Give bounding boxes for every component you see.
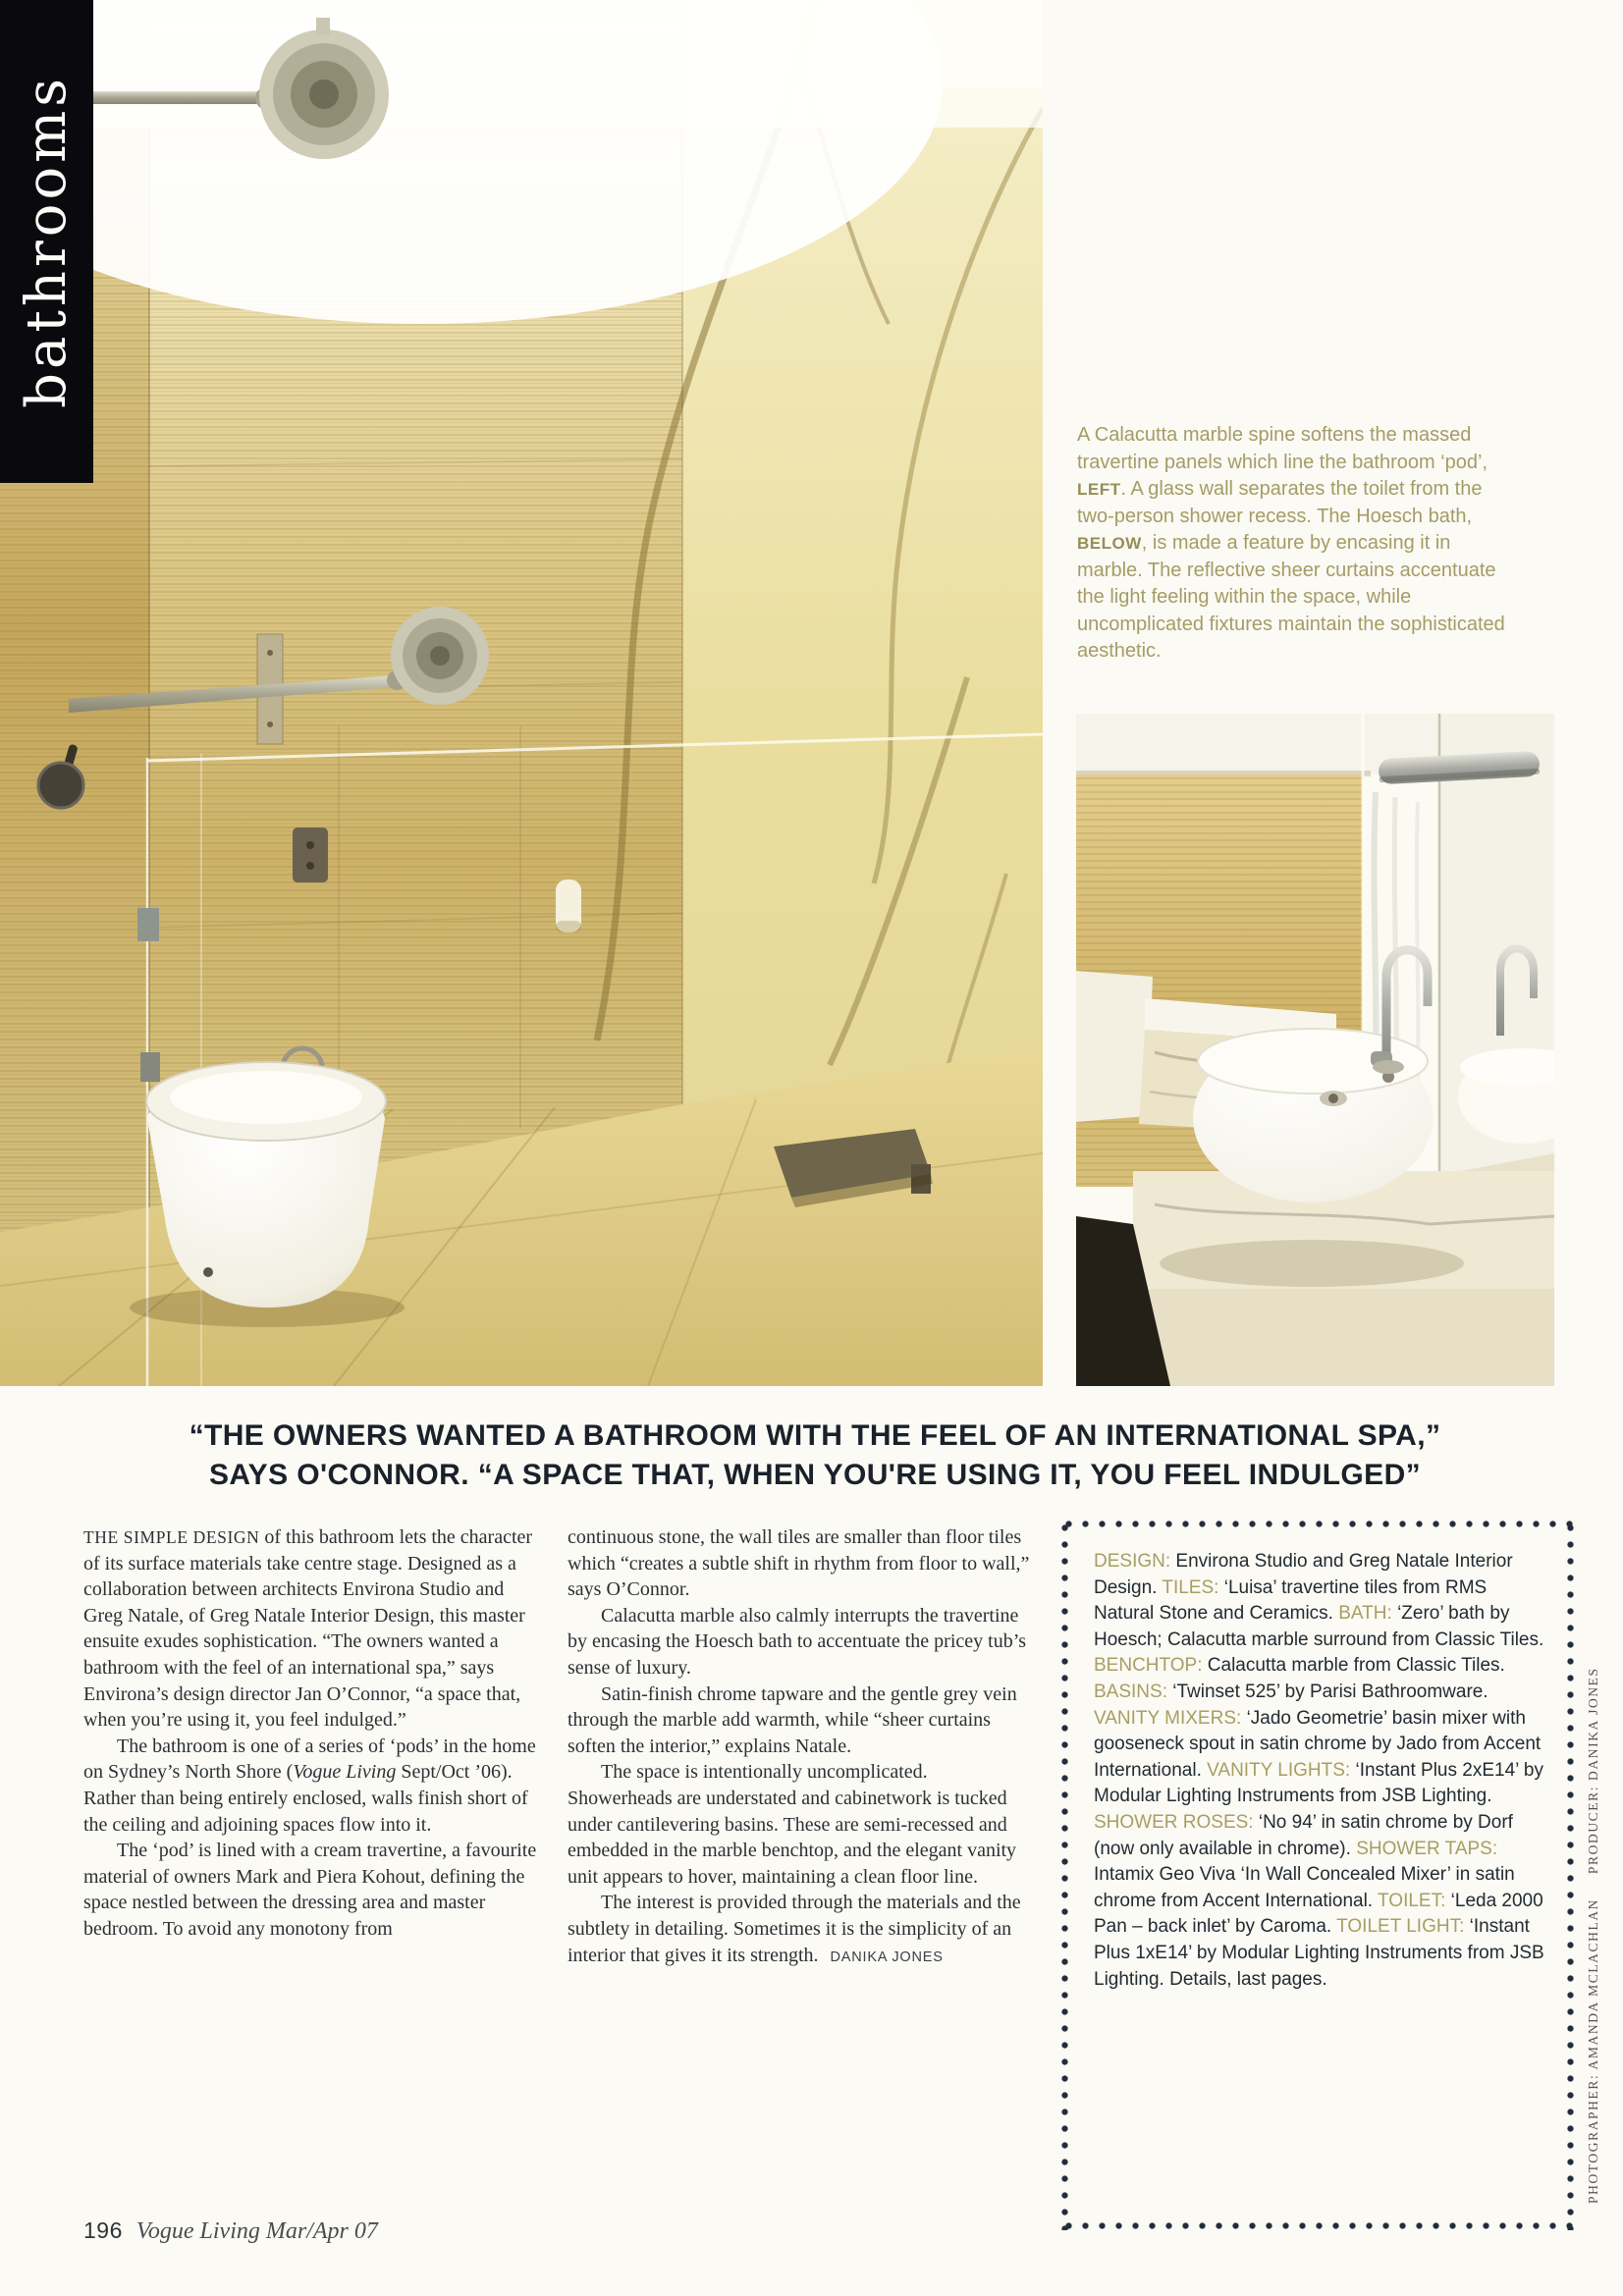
details-text: DESIGN: Environa Studio and Greg Natale Interior Design. TILES: ‘Luisa’ travertine tiles from RMS Natural Stone and Ceramics. BATH: ‘Zero’ bath by Hoesch; Calacutta marble surround from Classic Tiles. BENCHTOP: Calacutta marble from Classic Tiles. BASINS: ‘Twinset 525’ by Parisi Bathroomware. VANITY MIXERS: ‘Jado Geometrie’ basin mixer with gooseneck spout in satin chrome by Jado from Accent International. VANITY LIGHTS: ‘Instant Plus 2xE14’ by Modular Lighting Instruments from JSB Lighting. SHOWER ROSES: ‘No 94’ in satin chrome by Dorf (now only available in chrome). SHOWER TAPS: Intamix Geo Viva ‘In Wall Concealed Mixer’ in satin chrome from Accent International. TOILET: ‘Leda 2000 Pan – back inlet’ by Caroma. TOILET LIGHT: ‘Instant Plus 1xE14’ by Modular Lighting Instruments from JSB Lighting. Details, last pages. bbox=[1094, 1551, 1544, 1990]
basin-drain bbox=[1328, 1094, 1338, 1103]
pull-quote-line-2: SAYS O'CONNOR. “A SPACE THAT, WHEN YOU'RE USING IT, YOU FEEL INDULGED” bbox=[208, 1459, 1422, 1491]
article-paragraph: continuous stone, the wall tiles are smaller than floor tiles which “creates a subtle shift in rhythm from floor to wall,” says O’Connor. bbox=[568, 1526, 1030, 1601]
shower-pod-photo-art bbox=[0, 0, 1043, 1386]
shower-pod-photo bbox=[0, 0, 1043, 1386]
caption-position-label: BELOW bbox=[1077, 534, 1142, 553]
article-paragraph: THE SIMPLE DESIGN of this bathroom lets the character of its surface materials take centre stage. Designed as a collaboration between architects Environa Studio and Greg Natale, of Greg Natale Interior Design, this master ensuite exudes sophistication. “The owners wanted a bathroom with the feel of an international spa,” says Environa’s design director Jan O’Connor, “a space that, when you’re using it, you feel indulged.” bbox=[83, 1526, 533, 1732]
vessel-basin bbox=[1193, 1029, 1433, 1202]
page-number: 196 bbox=[83, 2217, 123, 2243]
caption-position-label: LEFT bbox=[1077, 480, 1121, 499]
section-tab-label: bathrooms bbox=[15, 75, 79, 408]
flush-button-plate bbox=[293, 828, 328, 882]
page-footer bbox=[83, 2217, 378, 2245]
caption-text: A Calacutta marble spine softens the massed travertine panels which line the bathroom ‘pod’, bbox=[1077, 424, 1488, 473]
article-paragraph: Satin-finish chrome tapware and the gentle grey vein through the marble add warmth, while “sheer curtains soften the interior,” explains Natale. bbox=[568, 1682, 1017, 1757]
details-box bbox=[1060, 1520, 1575, 2230]
article-col-1 bbox=[83, 1524, 547, 1943]
glass-hinge bbox=[140, 1052, 160, 1082]
photo-caption bbox=[1077, 422, 1521, 666]
magazine-title: Vogue Living Mar/Apr 07 bbox=[135, 2218, 378, 2244]
article-col-2 bbox=[568, 1524, 1031, 1970]
vanity-photo-art bbox=[1076, 714, 1554, 1386]
vanity-photo bbox=[1076, 714, 1554, 1386]
article-paragraph: Calacutta marble also calmly interrupts the travertine by encasing the Hoesch bath to accentuate the pricey tub’s sense of luxury. bbox=[568, 1604, 1027, 1679]
article-paragraph: The interest is provided through the materials and the subtlety in detailing. Sometimes it is the simplicity of an interior that gives it its strength. DANIKA JONES bbox=[568, 1892, 1021, 1966]
section-tab bbox=[0, 0, 93, 483]
caption-text: , is made a feature by encasing it in marble. The reflective sheer curtains accentuate the light feeling within the space, while uncomplicated fixtures maintain the sophisticated aesthetic. bbox=[1077, 532, 1505, 662]
pull-quote-line-1: “THE OWNERS WANTED A BATHROOM WITH THE FEEL OF AN INTERNATIONAL SPA,” bbox=[189, 1419, 1441, 1452]
photo-credit-vertical: PHOTOGRAPHER: AMANDA MCLACHLAN PRODUCER: DANIKA JONES bbox=[1586, 1667, 1600, 2204]
wall-light-cylinder bbox=[556, 880, 581, 933]
article-paragraph: The space is intentionally uncomplicated. Showerheads are understated and cabinetwork is tucked under cantilevering basins. These are semi-recessed and embedded in the marble benchtop, and the elegant vanity unit appears to hover, maintaining a clean floor line. bbox=[568, 1761, 1017, 1888]
article-paragraph: The bathroom is one of a series of ‘pods’ in the home on Sydney’s North Shore (Vogue Living Sept/Oct ’06). Rather than being entirely enclosed, walls finish short of the ceiling and adjoining spaces flow into it. bbox=[83, 1735, 536, 1836]
caption-text: . A glass wall separates the toilet from the two-person shower recess. The Hoesch bath, bbox=[1077, 478, 1483, 527]
pull-quote bbox=[59, 1416, 1571, 1495]
glass-hinge bbox=[137, 908, 159, 941]
article-paragraph: The ‘pod’ is lined with a cream travertine, a favourite material of owners Mark and Piera Kohout, defining the space nestled between the dressing area and master bedroom. To avoid any monotony from bbox=[83, 1840, 537, 1940]
